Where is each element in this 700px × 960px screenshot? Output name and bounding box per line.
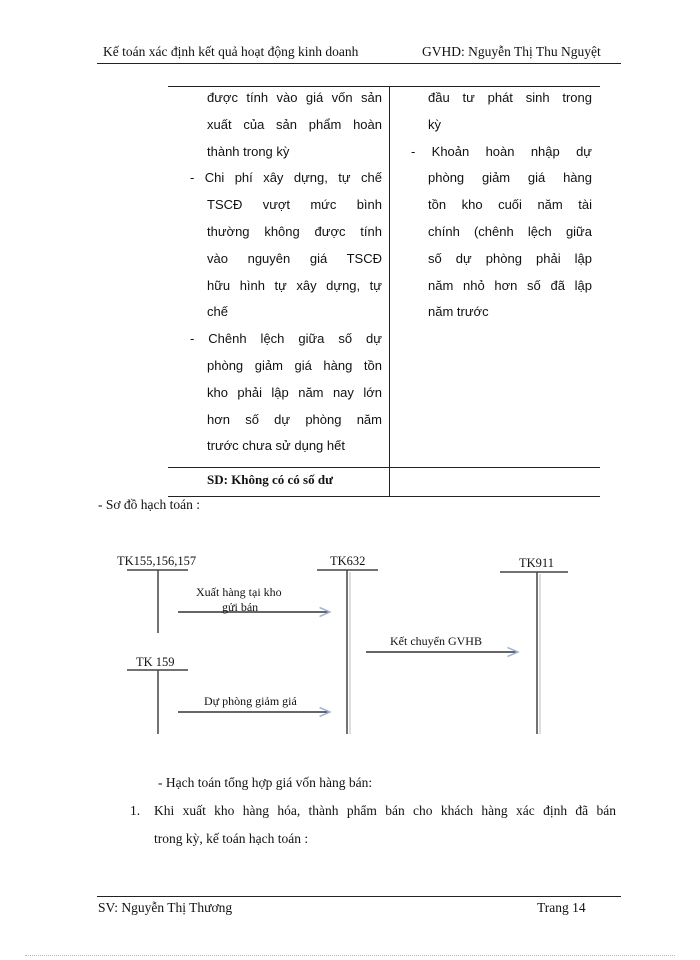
table-line: thành trong kỳ bbox=[207, 143, 290, 159]
table-line: tồn kho cuối năm tài bbox=[428, 197, 592, 213]
table-line: năm trước bbox=[428, 304, 489, 320]
header-title: Kế toán xác định kết quả hoạt động kinh doanh bbox=[103, 44, 359, 59]
item-1-line-2: trong kỳ, kế toán hạch toán : bbox=[154, 831, 309, 846]
table-line: phòng giảm giá hàng bbox=[428, 170, 592, 186]
section-subheading: - Hạch toán tổng hợp giá vốn hàng bán: bbox=[158, 775, 373, 790]
header-teacher: GVHD: Nguyễn Thị Thu Nguyệt bbox=[422, 44, 601, 59]
account-tk159: TK 159 bbox=[136, 655, 175, 669]
page-bottom-dotted-rule bbox=[25, 955, 675, 956]
table-line: phòng giảm giá hàng tồn bbox=[207, 357, 382, 373]
footer-rule bbox=[97, 896, 621, 897]
diagram-heading: - Sơ đồ hạch toán : bbox=[98, 497, 200, 512]
table-line: hữu hình tự xây dựng, tự bbox=[207, 277, 382, 293]
flow-label-provision: Dự phòng giảm giá bbox=[204, 694, 297, 708]
table-line: hơn số dự phòng năm bbox=[207, 411, 382, 427]
footer-page-number: Trang 14 bbox=[537, 900, 586, 915]
flow-label-transfer: Kết chuyển GVHB bbox=[390, 634, 482, 648]
footer-student: SV: Nguyễn Thị Thương bbox=[98, 900, 233, 915]
account-tk155: TK155,156,157 bbox=[117, 554, 197, 568]
flow-label-export-2: gửi bán bbox=[222, 600, 259, 614]
account-tk911: TK911 bbox=[519, 556, 554, 570]
table-line: kỳ bbox=[428, 116, 441, 132]
table-line: xuất của sản phẩm hoàn bbox=[207, 116, 382, 132]
table-line: được tính vào giá vốn sản bbox=[207, 90, 382, 105]
table-line: kho phải lập năm nay lớn bbox=[207, 384, 382, 400]
balance-label: SD: Không có có số dư bbox=[207, 472, 333, 487]
table-line: - Khoản hoàn nhập dự bbox=[411, 143, 592, 159]
item-1-line-1: Khi xuất kho hàng hóa, thành phẩm bán cho khách hàng xác định đã bán bbox=[154, 803, 616, 818]
item-1-number: 1. bbox=[130, 803, 141, 818]
table-line: - Chênh lệch giữa số dự bbox=[190, 331, 382, 347]
table-line: chính (chênh lệch giữa bbox=[428, 223, 592, 239]
table-line: chế bbox=[207, 304, 228, 320]
table-line: TSCĐ vượt mức bình bbox=[207, 197, 382, 213]
table-line: vào nguyên giá TSCĐ bbox=[207, 250, 382, 266]
table-line: - Chi phí xây dựng, tự chế bbox=[190, 170, 382, 186]
table-line: thường không được tính bbox=[207, 223, 382, 239]
table-line: năm nhỏ hơn số đã lập bbox=[428, 277, 592, 293]
table-line: đầu tư phát sinh trong bbox=[428, 90, 592, 105]
flow-label-export-1: Xuất hàng tại kho bbox=[196, 585, 282, 599]
table-line: trước chưa sử dụng hết bbox=[207, 438, 345, 454]
account-tk632: TK632 bbox=[330, 554, 366, 568]
table-line: số dự phòng phải lập bbox=[428, 250, 592, 266]
